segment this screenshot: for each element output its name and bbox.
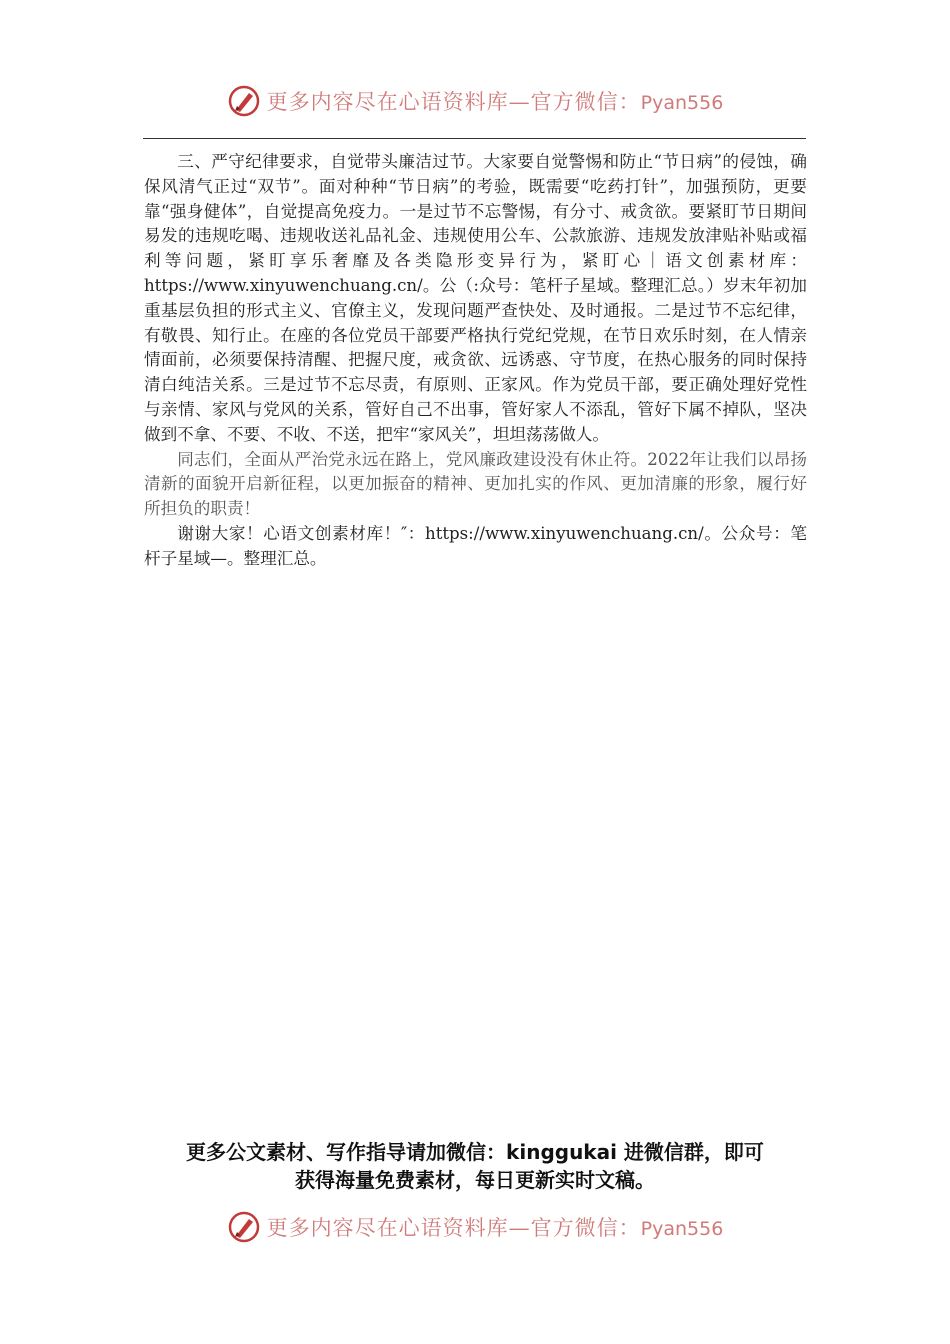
header-divider — [143, 138, 806, 139]
header-banner — [0, 84, 950, 118]
wechat-id: Pyan556 — [640, 92, 724, 114]
promo-line-1: 更多公文素材、写作指导请加微信：kinggukai 进微信群，即可 — [186, 1140, 764, 1164]
pen-nib-logo-icon — [227, 1210, 261, 1244]
banner-text: 更多内容尽在心语资料库—官方微信：Pyan556 — [266, 1216, 724, 1240]
paragraph-comrades: 同志们，全面从严治党永远在路上，党风廉政建设没有休止符。2022年让我们以昂扬清新的面貌开启新征程，以更加振奋的精神、更加扎实的作风、更加清廉的形象，履行好所担负的职责！ — [144, 449, 807, 519]
promo-text — [0, 1138, 950, 1194]
wechat-id: Pyan556 — [640, 1218, 724, 1240]
document-body — [144, 150, 807, 572]
paragraph-discipline: 三、严守纪律要求，自觉带头廉洁过节。大家要自觉警惕和防止“节日病”的侵蚀，确保风清气正过“双节”。面对种种“节日病”的考验，既需要“吃药打针”，加强预防，更要靠“强身健体”，自觉提高免疫力。一是过节不忘警惕，有分寸、戒贪欲。要紧盯节日期间易发的违规吃喝、违规收送礼品礼金、违规使用公车、公款旅游、违规发放津贴补贴或福利等问题，紧盯享乐奢靡及各类隐形变异行为，紧盯心｜语文创素材库：https://www.xinyuwenchuang.cn/。公（:众号：笔杆子星域。整理汇总。）岁末年初加重基层负担的形式主义、官僚主义，发现问题严查快处、及时通报。二是过节不忘纪律，有敬畏、知行止。在座的各位党员干部要严格执行党纪党规，在节日欢乐时刻，在人情亲情面前，必须要保持清醒、把握尺度，戒贪欲、远诱惑、守节度，在热心服务的同时保持清白纯洁关系。三是过节不忘尽责，有原则、正家风。作为党员干部，要正确处理好党性与亲情、家风与党风的关系，管好自己不出事，管好家人不添乱，管好下属不掉队，坚决做到不拿、不要、不收、不送，把牢“家风关”，坦坦荡荡做人。 — [144, 152, 807, 444]
banner-text: 更多内容尽在心语资料库—官方微信：Pyan556 — [266, 90, 724, 114]
promo-line-2: 获得海量免费素材，每日更新实时文稿。 — [295, 1168, 655, 1192]
paragraph-thanks: 谢谢大家！心语文创素材库！″：https://www.xinyuwenchuang.cn/。公众号：笔杆子星域—。整理汇总。 — [144, 523, 807, 568]
pen-nib-logo-icon — [227, 84, 261, 118]
footer-banner — [0, 1210, 950, 1244]
